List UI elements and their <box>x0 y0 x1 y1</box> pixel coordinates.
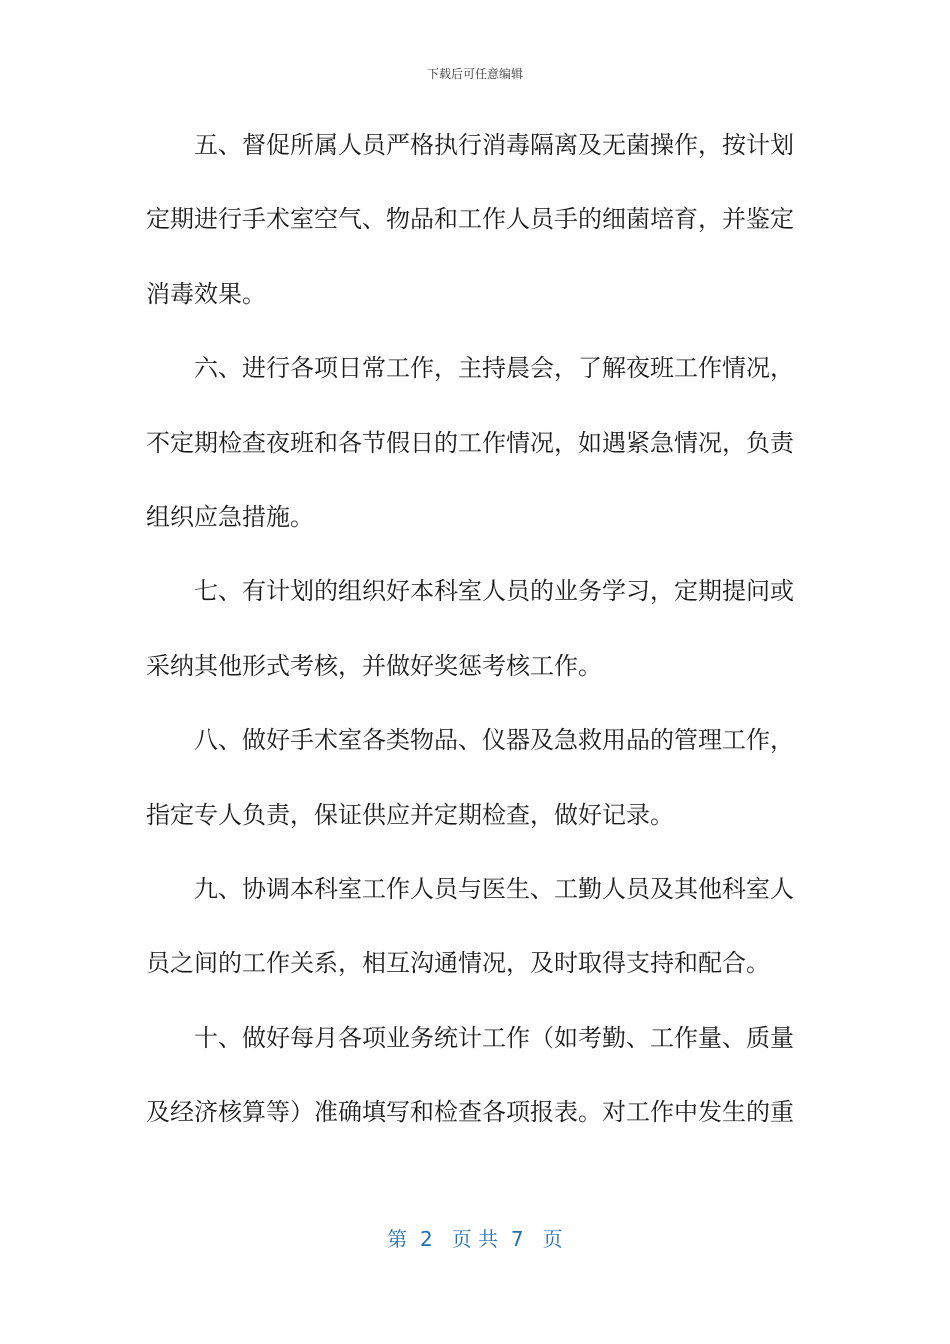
page-number-footer: 第 2 页 共 7 页 <box>387 1227 563 1251</box>
document-body <box>146 108 792 1149</box>
paragraph-10-line-1: 十、做好每月各项业务统计工作（如考勤、工作量、质量 <box>194 1023 794 1052</box>
paragraph-7-line-1: 七、有计划的组织好本科室人员的业务学习，定期提问或 <box>194 577 794 606</box>
paragraph-6-line-3: 组织应急措施。 <box>146 502 314 531</box>
paragraph-8-line-1: 八、做好手术室各类物品、仪器及急救用品的管理工作， <box>194 726 794 755</box>
paragraph-10-line-2: 及经济核算等）准确填写和检查各项报表。对工作中发生的重 <box>146 1098 794 1127</box>
paragraph-5-line-1: 五、督促所属人员严格执行消毒隔离及无菌操作，按计划 <box>194 131 794 159</box>
paragraph-6-line-2: 不定期检查夜班和各节假日的工作情况，如遇紧急情况，负责 <box>146 428 794 457</box>
paragraph-9-line-1: 九、协调本科室工作人员与医生、工勤人员及其他科室人 <box>194 874 794 903</box>
paragraph-8-line-2: 指定专人负责，保证供应并定期检查，做好记录。 <box>146 800 674 829</box>
paragraph-9-line-2: 员之间的工作关系，相互沟通情况，及时取得支持和配合。 <box>146 949 770 978</box>
paragraph-7-line-2: 采纳其他形式考核，并做好奖惩考核工作。 <box>146 651 602 680</box>
paragraph-5-line-3: 消毒效果。 <box>146 279 266 308</box>
paragraph-6-line-1: 六、进行各项日常工作，主持晨会，了解夜班工作情况， <box>194 354 794 383</box>
paragraph-5-line-2: 定期进行手术室空气、物品和工作人员手的细菌培育，并鉴定 <box>146 205 794 234</box>
page-header: 下载后可任意编辑 <box>426 67 523 81</box>
